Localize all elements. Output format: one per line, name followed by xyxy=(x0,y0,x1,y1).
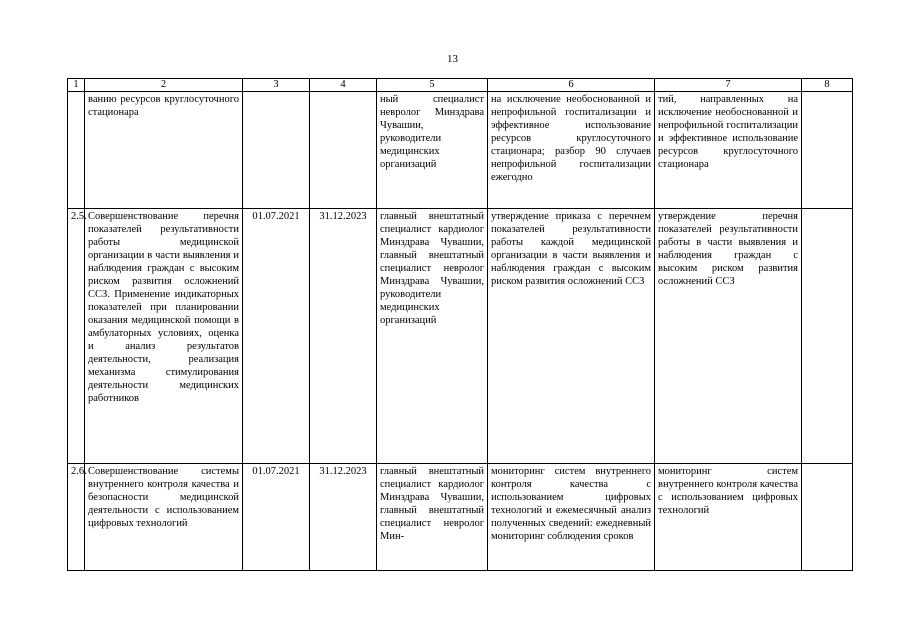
column-header: 1 xyxy=(68,79,85,92)
start-date-cell: 01.07.2021 xyxy=(243,209,310,464)
table-row xyxy=(68,464,853,571)
start-date-cell: 01.07.2021 xyxy=(243,464,310,571)
measures-table xyxy=(67,78,853,571)
indicator-cell: мониторинг систем внутреннего контроля качества с использованием цифровых технологий xyxy=(655,464,802,571)
responsible-cell: главный внештатный специалист кардиолог Минздрава Чувашии, главный внештатный специалист невролог Мин- xyxy=(377,464,488,571)
column-header: 5 xyxy=(377,79,488,92)
row-number: 2.5. xyxy=(68,209,85,464)
row-number: 2.6. xyxy=(68,464,85,571)
note-cell xyxy=(802,464,853,571)
responsible-cell: ный специалист невролог Минздрава Чувашии, руководители медицинских организаций xyxy=(377,92,488,209)
activity-cell: Совершенствование перечня показателей результативности работы медицинской организации в части выявления и наблюдения граждан с высоким риском развития осложнений ССЗ. Применение индикаторных показателей при планировании оказания медицинской помощи в амбулаторных условиях, оценка и анализ результатов деятельности, реализация механизма стимулирования деятельности медицинских работников xyxy=(85,209,243,464)
column-header: 7 xyxy=(655,79,802,92)
column-header: 4 xyxy=(310,79,377,92)
column-number-row xyxy=(68,79,853,92)
column-header: 8 xyxy=(802,79,853,92)
result-cell: на исключение необоснованной и непрофильной госпитализации и эффективное использование ресурсов круглосуточного стационара; разбор 90 случаев непрофильной госпитализации ежегодно xyxy=(488,92,655,209)
indicator-cell: утверждение перечня показателей результативности работы в части выявления и наблюдения граждан с высоким риском развития осложнений ССЗ xyxy=(655,209,802,464)
page-number: 13 xyxy=(447,53,458,65)
column-header: 2 xyxy=(85,79,243,92)
note-cell xyxy=(802,92,853,209)
note-cell xyxy=(802,209,853,464)
result-cell: мониторинг систем внутреннего контроля качества с использованием цифровых технологий и ежемесячный анализ полученных сведений: ежедневный мониторинг соблюдения сроков xyxy=(488,464,655,571)
table-row xyxy=(68,209,853,464)
activity-cell: ванию ресурсов круглосуточного стационара xyxy=(85,92,243,209)
indicator-cell: тий, направленных на исключение необоснованной и непрофильной госпитализации и эффективное использование ресурсов круглосуточного стационара xyxy=(655,92,802,209)
end-date-cell: 31.12.2023 xyxy=(310,209,377,464)
column-header: 3 xyxy=(243,79,310,92)
column-header: 6 xyxy=(488,79,655,92)
end-date-cell xyxy=(310,92,377,209)
start-date-cell xyxy=(243,92,310,209)
activity-cell: Совершенствование системы внутреннего контроля качества и безопасности медицинской деятельности с использованием цифровых технологий xyxy=(85,464,243,571)
row-number xyxy=(68,92,85,209)
table-row xyxy=(68,92,853,209)
end-date-cell: 31.12.2023 xyxy=(310,464,377,571)
result-cell: утверждение приказа с перечнем показателей результативности работы каждой медицинской организации в части выявления и наблюдения граждан с высоким риском развития осложнений ССЗ xyxy=(488,209,655,464)
responsible-cell: главный внештатный специалист кардиолог Минздрава Чувашии, главный внештатный специалист невролог Минздрава Чувашии, руководители медицинских организаций xyxy=(377,209,488,464)
